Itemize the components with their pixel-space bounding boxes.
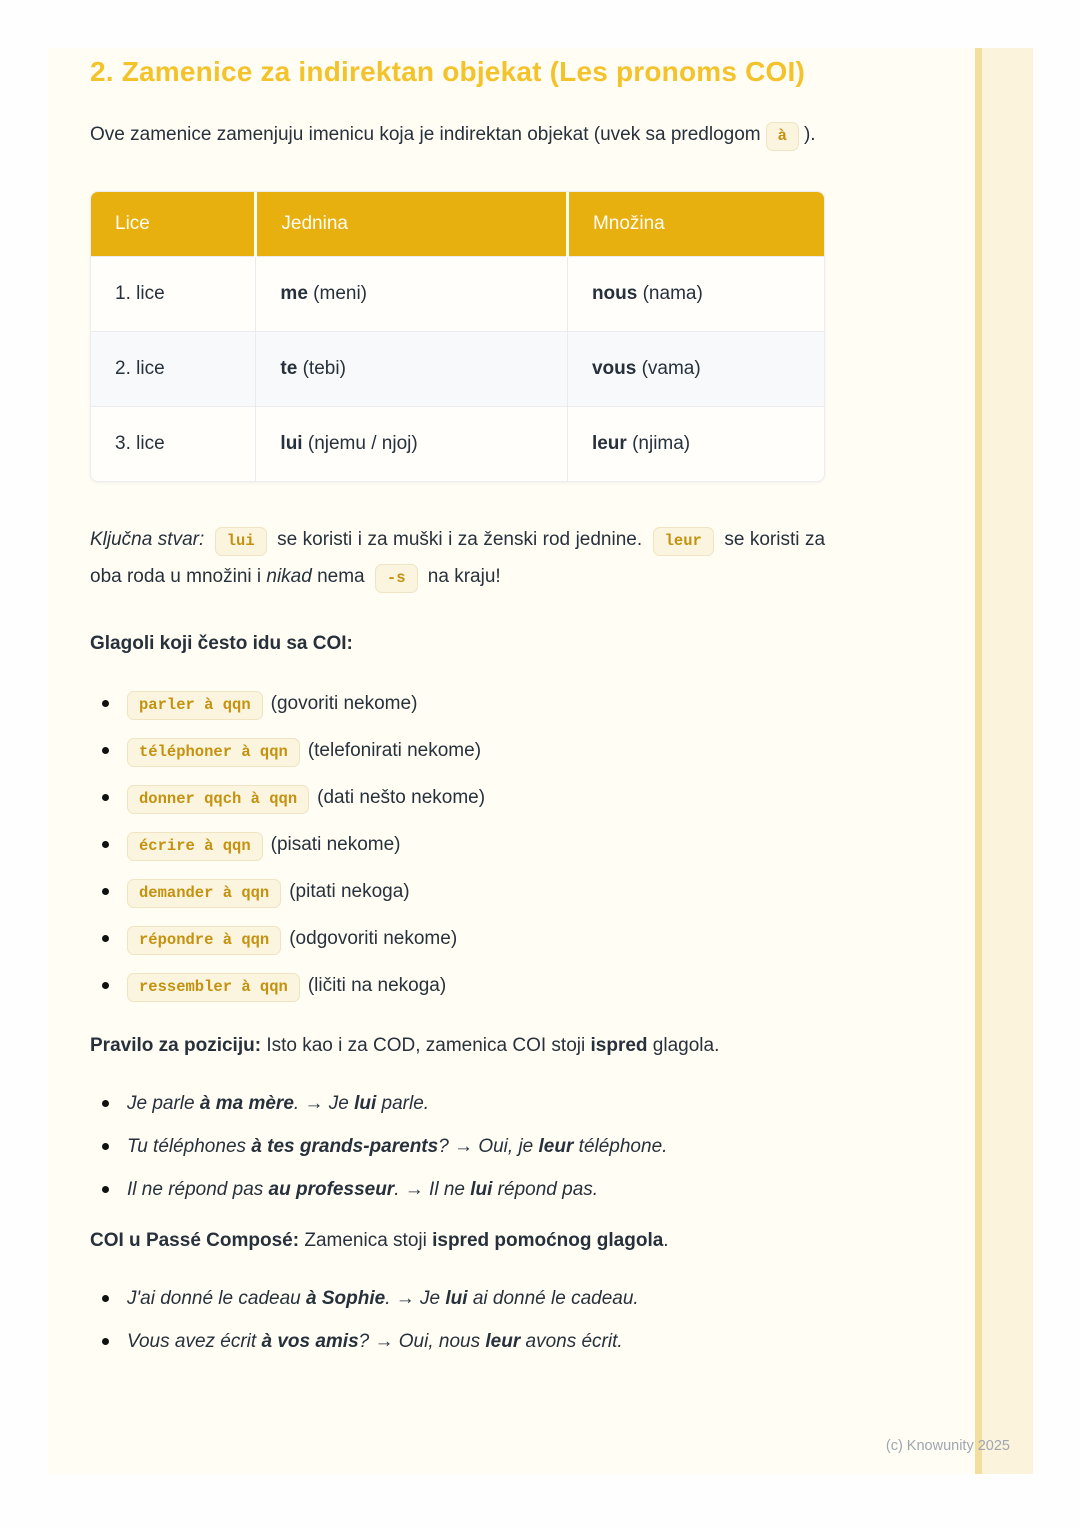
intro-paragraph <box>90 117 825 154</box>
cell-singular: te (tebi) <box>256 332 568 407</box>
position-examples <box>90 1092 825 1201</box>
cell-person: 1. lice <box>91 257 256 332</box>
table-header-lice: Lice <box>91 192 256 257</box>
table-row <box>91 332 824 407</box>
table-header-mnozina: Množina <box>567 192 824 257</box>
verb-translation: (pisati nekome) <box>270 834 401 855</box>
cell-person: 2. lice <box>91 332 256 407</box>
cell-plural: nous (nama) <box>567 257 824 332</box>
key-note: Ključna stvar: lui se koristi i za muški i za ženski rod jednine. leur se koristi za oba roda u množini i nikad nema -s na kraju! <box>90 522 825 596</box>
verb-code: téléphoner à qqn <box>127 738 300 767</box>
verb-code: donner qqch à qqn <box>127 785 309 814</box>
verb-translation: (pitati nekoga) <box>289 881 410 902</box>
section-heading: 2. Zamenice za indirektan objekat (Les pronoms COI) <box>90 56 806 87</box>
key-note-lead: Ključna stvar: <box>90 529 205 550</box>
passe-examples <box>90 1287 825 1353</box>
verb-item <box>90 971 825 1002</box>
key-note-nikad: nikad <box>266 566 312 587</box>
verb-item <box>90 783 825 814</box>
verbs-list <box>90 689 825 1002</box>
cell-plural: leur (njima) <box>567 407 824 482</box>
verb-item <box>90 877 825 908</box>
intro-text-post: ). <box>803 124 816 145</box>
example-item: Il ne répond pas au professeur. → Il ne lui répond pas. <box>90 1178 825 1201</box>
passe-compose-rule: COI u Passé Composé: Zamenica stoji ispred pomoćnog glagola. <box>90 1230 669 1251</box>
table-header-row <box>91 192 824 257</box>
table-row <box>91 407 824 482</box>
inline-code-leur: leur <box>653 527 714 556</box>
verb-translation: (odgovoriti nekome) <box>289 928 458 949</box>
page-edge-ribbon <box>975 48 1033 1474</box>
verbs-heading: Glagoli koji često idu sa COI: <box>90 633 353 654</box>
verb-translation: (ličiti na nekoga) <box>307 975 447 996</box>
verb-item <box>90 830 825 861</box>
table-row <box>91 257 824 332</box>
cell-singular: me (meni) <box>256 257 568 332</box>
table-header-jednina: Jednina <box>256 192 568 257</box>
notes-page <box>48 48 1033 1474</box>
example-item: Tu téléphones à tes grands-parents? → Oui, je leur téléphone. <box>90 1135 825 1158</box>
page-content <box>90 48 825 1353</box>
example-item: Vous avez écrit à vos amis? → Oui, nous leur avons écrit. <box>90 1330 825 1353</box>
verb-translation: (govoriti nekome) <box>270 693 418 714</box>
inline-code-s: -s <box>375 564 418 593</box>
inline-code-a: à <box>766 122 799 151</box>
position-rule: Pravilo za poziciju: Isto kao i za COD, zamenica COI stoji ispred glagola. <box>90 1035 720 1056</box>
example-item: J'ai donné le cadeau à Sophie. → Je lui ai donné le cadeau. <box>90 1287 825 1310</box>
verb-item <box>90 736 825 767</box>
example-item: Je parle à ma mère. → Je lui parle. <box>90 1092 825 1115</box>
verb-code: répondre à qqn <box>127 926 281 955</box>
cell-plural: vous (vama) <box>567 332 824 407</box>
verb-code: parler à qqn <box>127 691 263 720</box>
pronoun-table <box>90 191 825 482</box>
cell-person: 3. lice <box>91 407 256 482</box>
verb-code: ressembler à qqn <box>127 973 300 1002</box>
verb-translation: (telefonirati nekome) <box>307 740 482 761</box>
inline-code-lui: lui <box>215 527 267 556</box>
copyright: (c) Knowunity 2025 <box>885 1438 1010 1454</box>
intro-text-pre: Ove zamenice zamenjuju imenicu koja je indirektan objekat (uvek sa predlogom <box>90 124 761 145</box>
cell-singular: lui (njemu / njoj) <box>256 407 568 482</box>
verb-item <box>90 689 825 720</box>
verb-code: écrire à qqn <box>127 832 263 861</box>
verb-translation: (dati nešto nekome) <box>317 787 486 808</box>
verb-code: demander à qqn <box>127 879 281 908</box>
verb-item <box>90 924 825 955</box>
